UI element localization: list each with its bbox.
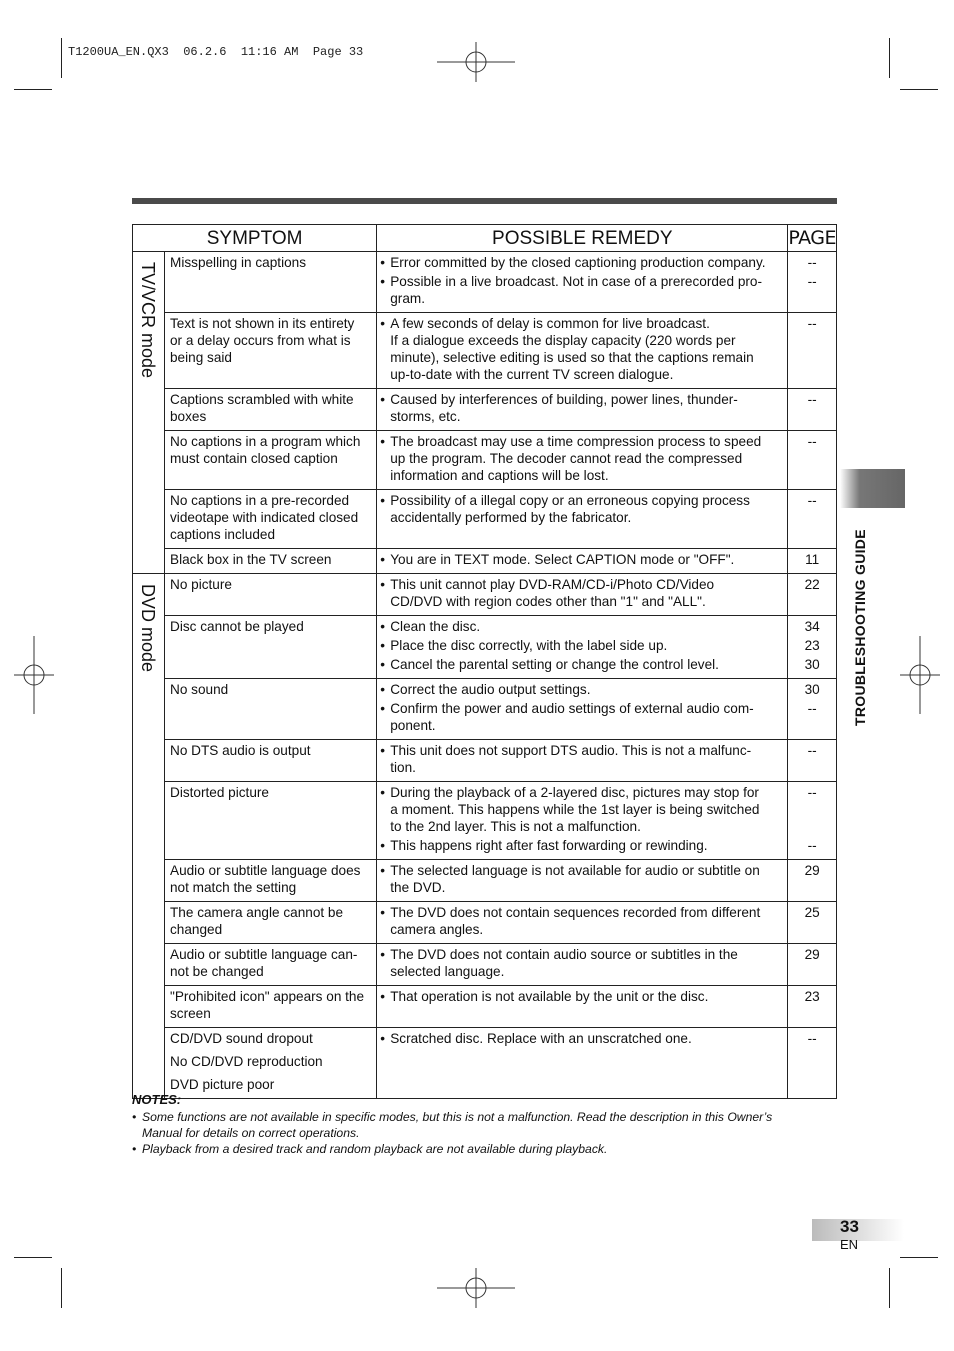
bullet-icon: • <box>380 493 385 508</box>
remedy-text: to the 2nd layer. This is not a malfunction. <box>390 819 641 834</box>
table-row <box>133 860 837 902</box>
note-item <box>132 1109 837 1125</box>
bullet-icon <box>380 818 390 835</box>
page-ref <box>788 818 836 835</box>
table-row <box>133 574 837 616</box>
page-ref <box>788 509 836 526</box>
page-ref: -- <box>807 838 817 853</box>
bullet-icon <box>380 921 390 938</box>
remedy-text: information and captions will be lost. <box>390 468 609 483</box>
table-row <box>133 431 837 490</box>
symptom-text: not match the setting <box>170 880 297 895</box>
remedy-item <box>380 433 781 484</box>
page-ref: -- <box>807 392 817 407</box>
symptom-cell <box>165 986 377 1028</box>
page-cell <box>788 431 837 490</box>
symptom-cell <box>165 574 377 616</box>
bullet-icon <box>380 290 390 307</box>
bullet-icon <box>380 509 390 526</box>
symptom-text: Black box in the TV screen <box>170 552 332 567</box>
bullet-icon <box>380 717 390 734</box>
remedy-text: You are in TEXT mode. Select CAPTION mode or "OFF". <box>390 552 735 567</box>
page-cell <box>788 616 837 679</box>
bullet-icon: • <box>380 274 385 289</box>
table-row <box>133 313 837 389</box>
symptom-text: captions included <box>170 527 276 542</box>
remedy-text: The broadcast may use a time compression process to speed <box>390 434 762 449</box>
remedy-text: Possible in a live broadcast. Not in case of a prerecorded pro- <box>390 274 762 289</box>
bullet-icon: • <box>380 577 385 592</box>
remedy-text: Cancel the parental setting or change the control level. <box>390 657 719 672</box>
symptom-cell <box>165 860 377 902</box>
bullet-icon <box>380 349 390 366</box>
page-ref: -- <box>807 493 817 508</box>
page-ref <box>788 290 836 307</box>
symptom-cell <box>165 1028 377 1099</box>
section-label: TROUBLESHOOTING GUIDE <box>852 529 868 726</box>
note-item <box>132 1141 837 1157</box>
symptom-text: Audio or subtitle language does <box>170 863 361 878</box>
page-ref-block <box>788 681 836 698</box>
note-text: Manual for details on correct operations. <box>142 1126 360 1140</box>
page-cell <box>788 679 837 740</box>
remedy-text: ponent. <box>390 718 436 733</box>
symptom-cell <box>165 740 377 782</box>
symptom-text: Disc cannot be played <box>170 619 304 634</box>
remedy-item <box>380 742 781 776</box>
page-ref <box>788 759 836 776</box>
remedy-item <box>380 273 781 307</box>
page-ref-block <box>788 837 836 854</box>
bullet-icon: • <box>380 255 385 270</box>
symptom-text: Text is not shown in its entirety <box>170 316 355 331</box>
bullet-icon <box>380 593 390 610</box>
symptom-text: No captions in a program which <box>170 434 361 449</box>
remedy-text: Possibility of a illegal copy or an erroneous copying process <box>390 493 750 508</box>
page-cell <box>788 574 837 616</box>
page-ref: -- <box>807 316 817 331</box>
note-item <box>132 1125 837 1141</box>
page-ref-block <box>788 492 836 526</box>
remedy-text: a moment. This happens while the 1st layer is being switched <box>390 802 760 817</box>
page-ref-block <box>788 254 836 271</box>
page-cell <box>788 986 837 1028</box>
remedy-cell <box>377 679 788 740</box>
bullet-icon: • <box>380 619 385 634</box>
remedy-text: Confirm the power and audio settings of external audio com- <box>390 701 754 716</box>
page-ref-block <box>788 904 836 938</box>
bullet-icon: • <box>380 785 385 800</box>
remedy-text: The DVD does not contain sequences recorded from different <box>390 905 761 920</box>
symptom-text: No CD/DVD reproduction <box>170 1054 323 1069</box>
bullet-icon: • <box>380 682 385 697</box>
remedy-item <box>380 315 781 383</box>
bullet-icon: • <box>380 989 385 1004</box>
page-ref-block <box>788 946 836 980</box>
remedy-item <box>380 576 781 610</box>
section-tab <box>840 469 905 508</box>
notes <box>132 1092 837 1157</box>
mode-label: TV/VCR mode <box>138 262 158 379</box>
remedy-cell <box>377 902 788 944</box>
bullet-icon: • <box>380 947 385 962</box>
page-ref: 29 <box>804 947 820 962</box>
page-ref-block <box>788 637 836 654</box>
bullet-icon <box>380 879 390 896</box>
notes-list <box>132 1109 837 1157</box>
table-body <box>133 252 837 1099</box>
remedy-item <box>380 904 781 938</box>
table-row <box>133 252 837 313</box>
symptom-cell <box>165 313 377 389</box>
mode-cell <box>133 252 165 574</box>
remedy-text: tion. <box>390 760 416 775</box>
remedy-text: up-to-date with the current TV screen dialogue. <box>390 367 674 382</box>
symptom-cell <box>165 549 377 574</box>
header-possible-remedy: POSSIBLE REMEDY <box>377 225 788 252</box>
remedy-cell <box>377 549 788 574</box>
page-ref: 25 <box>804 905 820 920</box>
registration-mark-bottom <box>437 1268 515 1308</box>
page-cell <box>788 860 837 902</box>
symptom-text: Distorted picture <box>170 785 269 800</box>
page-ref-block <box>788 551 836 568</box>
bullet-icon: • <box>380 743 385 758</box>
symptom-text: being said <box>170 350 232 365</box>
table-row <box>133 616 837 679</box>
registration-mark-top <box>437 42 515 82</box>
page-ref: 23 <box>804 638 820 653</box>
remedy-text: up the program. The decoder cannot read the compressed <box>390 451 743 466</box>
bullet-icon <box>380 801 390 818</box>
symptom-text: boxes <box>170 409 207 424</box>
remedy-text: Correct the audio output settings. <box>390 682 591 697</box>
symptom-text: No DTS audio is output <box>170 743 311 758</box>
page-ref <box>788 963 836 980</box>
symptom-cell <box>165 490 377 549</box>
bullet-icon: • <box>132 1142 137 1156</box>
remedy-cell <box>377 431 788 490</box>
page-ref-block <box>788 618 836 635</box>
table-header-row <box>133 225 837 252</box>
page-number: 33 <box>840 1217 859 1236</box>
bullet-icon: • <box>380 552 385 567</box>
page-ref <box>788 921 836 938</box>
remedy-item <box>380 784 781 835</box>
page-cell <box>788 313 837 389</box>
page-ref: 22 <box>804 577 820 592</box>
bullet-icon: • <box>380 316 385 331</box>
bullet-icon <box>380 759 390 776</box>
page-ref-block <box>788 1030 836 1047</box>
symptom-text: DVD picture poor <box>170 1077 275 1092</box>
page-ref: -- <box>807 1031 817 1046</box>
bullet-icon <box>380 450 390 467</box>
page-ref-block <box>788 700 836 734</box>
symptom-text: or a delay occurs from what is <box>170 333 351 348</box>
remedy-text: Error committed by the closed captioning production company. <box>390 255 766 270</box>
remedy-item <box>380 946 781 980</box>
bullet-icon <box>380 332 390 349</box>
page-ref-block <box>788 862 836 896</box>
symptom-text: not be changed <box>170 964 264 979</box>
table-row <box>133 679 837 740</box>
symptom-text: Misspelling in captions <box>170 255 307 270</box>
table-row <box>133 986 837 1028</box>
symptom-text: Captions scrambled with white <box>170 392 354 407</box>
symptom-text: videotape with indicated closed <box>170 510 359 525</box>
page-ref <box>788 332 836 349</box>
remedy-text: During the playback of a 2-layered disc, pictures may stop for <box>390 785 759 800</box>
table-row <box>133 902 837 944</box>
symptom-text: changed <box>170 922 223 937</box>
remedy-item <box>380 656 781 673</box>
remedy-item <box>380 862 781 896</box>
bullet-icon: • <box>380 701 385 716</box>
table-row <box>133 944 837 986</box>
remedy-item <box>380 837 781 854</box>
remedy-cell <box>377 252 788 313</box>
symptom-cell <box>165 944 377 986</box>
remedy-text: This unit does not support DTS audio. This is not a malfunc- <box>390 743 752 758</box>
remedy-text: Scratched disc. Replace with an unscratched one. <box>390 1031 692 1046</box>
remedy-text: That operation is not available by the unit or the disc. <box>390 989 709 1004</box>
bullet-icon <box>132 1125 142 1141</box>
page-ref <box>788 717 836 734</box>
mode-cell <box>133 574 165 1099</box>
table-row <box>133 782 837 860</box>
remedy-text: accidentally performed by the fabricator. <box>390 510 632 525</box>
remedy-text: This unit cannot play DVD-RAM/CD-i/Photo CD/Video <box>390 577 715 592</box>
table-row <box>133 740 837 782</box>
page-ref <box>788 879 836 896</box>
symptom-text: "Prohibited icon" appears on the <box>170 989 365 1004</box>
page-ref-block <box>788 273 836 307</box>
page-ref-block <box>788 656 836 673</box>
symptom-cell <box>165 431 377 490</box>
symptom-text: must contain closed caption <box>170 451 338 466</box>
table-row <box>133 1028 837 1099</box>
symptom-cell <box>165 902 377 944</box>
remedy-text: Clean the disc. <box>390 619 481 634</box>
remedy-text: camera angles. <box>390 922 484 937</box>
remedy-item <box>380 637 781 654</box>
troubleshooting-table <box>132 224 837 1099</box>
remedy-cell <box>377 389 788 431</box>
bullet-icon: • <box>132 1110 137 1124</box>
remedy-text: the DVD. <box>390 880 446 895</box>
remedy-item <box>380 700 781 734</box>
note-text: Some functions are not available in specific modes, but this is not a malfunction. Read the description in this Owner’s <box>142 1110 773 1124</box>
page-ref: -- <box>807 701 817 716</box>
remedy-text: Caused by interferences of building, power lines, thunder- <box>390 392 738 407</box>
page-ref: 11 <box>805 552 820 567</box>
symptom-text: No picture <box>170 577 232 592</box>
remedy-cell <box>377 490 788 549</box>
remedy-text: selected language. <box>390 964 505 979</box>
page-ref <box>788 593 836 610</box>
bullet-icon: • <box>380 657 385 672</box>
page-ref: 30 <box>804 657 820 672</box>
section-rule <box>132 198 837 204</box>
symptom-text: No captions in a pre-recorded <box>170 493 350 508</box>
remedy-text: This happens right after fast forwarding or rewinding. <box>390 838 708 853</box>
remedy-text: Place the disc correctly, with the label side up. <box>390 638 668 653</box>
remedy-text: The selected language is not available for audio or subtitle on <box>390 863 760 878</box>
page-ref <box>788 801 836 818</box>
symptom-text: No sound <box>170 682 229 697</box>
page-ref-block <box>788 433 836 484</box>
remedy-cell <box>377 313 788 389</box>
page-cell <box>788 740 837 782</box>
symptom-cell <box>165 782 377 860</box>
bullet-icon <box>380 963 390 980</box>
bullet-icon: • <box>380 905 385 920</box>
page-ref <box>788 467 836 484</box>
symptom-cell <box>165 616 377 679</box>
page-cell <box>788 944 837 986</box>
page-ref-block <box>788 988 836 1005</box>
remedy-cell <box>377 782 788 860</box>
remedy-cell <box>377 740 788 782</box>
bullet-icon <box>380 366 390 383</box>
remedy-text: CD/DVD with region codes other than "1" and "ALL". <box>390 594 706 609</box>
symptom-cell <box>165 389 377 431</box>
page-ref <box>788 450 836 467</box>
remedy-cell <box>377 616 788 679</box>
remedy-item <box>380 254 781 271</box>
notes-heading: NOTES: <box>132 1092 182 1107</box>
page-ref-block <box>788 391 836 425</box>
page-ref: 34 <box>804 619 820 634</box>
bullet-icon: • <box>380 638 385 653</box>
remedy-item <box>380 551 781 568</box>
page-ref: -- <box>807 785 817 800</box>
remedy-text: storms, etc. <box>390 409 461 424</box>
symptom-text: Audio or subtitle language can- <box>170 947 358 962</box>
bullet-icon: • <box>380 838 385 853</box>
remedy-cell <box>377 944 788 986</box>
remedy-text: The DVD does not contain audio source or subtitles in the <box>390 947 738 962</box>
remedy-text: If a dialogue exceeds the display capacity (220 words per <box>390 333 736 348</box>
remedy-item <box>380 618 781 635</box>
page-cell <box>788 1028 837 1099</box>
header-page: PAGE <box>788 225 837 252</box>
remedy-item <box>380 1030 781 1047</box>
page-ref-block <box>788 576 836 610</box>
remedy-item <box>380 681 781 698</box>
bullet-icon: • <box>380 863 385 878</box>
symptom-cell <box>165 679 377 740</box>
page-ref <box>788 366 836 383</box>
remedy-cell <box>377 986 788 1028</box>
remedy-item <box>380 492 781 526</box>
remedy-text: gram. <box>390 291 425 306</box>
page-cell <box>788 902 837 944</box>
remedy-cell <box>377 1028 788 1099</box>
page-ref: -- <box>807 274 817 289</box>
page-ref-block <box>788 315 836 383</box>
symptom-text: CD/DVD sound dropout <box>170 1031 313 1046</box>
page-cell <box>788 782 837 860</box>
page-ref <box>788 408 836 425</box>
table-row <box>133 389 837 431</box>
header-symptom: SYMPTOM <box>133 225 377 252</box>
page-cell <box>788 549 837 574</box>
page-ref: 23 <box>804 989 820 1004</box>
table-row <box>133 490 837 549</box>
symptom-text: screen <box>170 1006 211 1021</box>
page-language: EN <box>840 1237 859 1252</box>
page-cell <box>788 490 837 549</box>
page-ref: -- <box>807 255 817 270</box>
symptom-cell <box>165 252 377 313</box>
bullet-icon <box>380 467 390 484</box>
remedy-text: A few seconds of delay is common for live broadcast. <box>390 316 710 331</box>
bullet-icon: • <box>380 392 385 407</box>
mode-label: DVD mode <box>138 584 158 673</box>
remedy-item <box>380 988 781 1005</box>
page-ref: 29 <box>804 863 820 878</box>
remedy-cell <box>377 574 788 616</box>
remedy-item <box>380 391 781 425</box>
printer-slug: T1200UA_EN.QX3 06.2.6 11:16 AM Page 33 <box>68 45 364 59</box>
page-cell <box>788 252 837 313</box>
registration-mark-right <box>900 636 940 714</box>
bullet-icon <box>380 408 390 425</box>
page-ref-block <box>788 742 836 776</box>
registration-mark-left <box>14 636 54 714</box>
page-ref <box>788 349 836 366</box>
page-ref: -- <box>807 743 817 758</box>
bullet-icon: • <box>380 1031 385 1046</box>
remedy-cell <box>377 860 788 902</box>
page-ref-block <box>788 784 836 835</box>
table-row <box>133 549 837 574</box>
remedy-text: minute), selective editing is used so that the captions remain <box>390 350 754 365</box>
page-cell <box>788 389 837 431</box>
symptom-text: The camera angle cannot be <box>170 905 344 920</box>
page-ref: -- <box>807 434 817 449</box>
page-ref: 30 <box>804 682 820 697</box>
bullet-icon: • <box>380 434 385 449</box>
note-text: Playback from a desired track and random playback are not available during playback. <box>142 1142 608 1156</box>
